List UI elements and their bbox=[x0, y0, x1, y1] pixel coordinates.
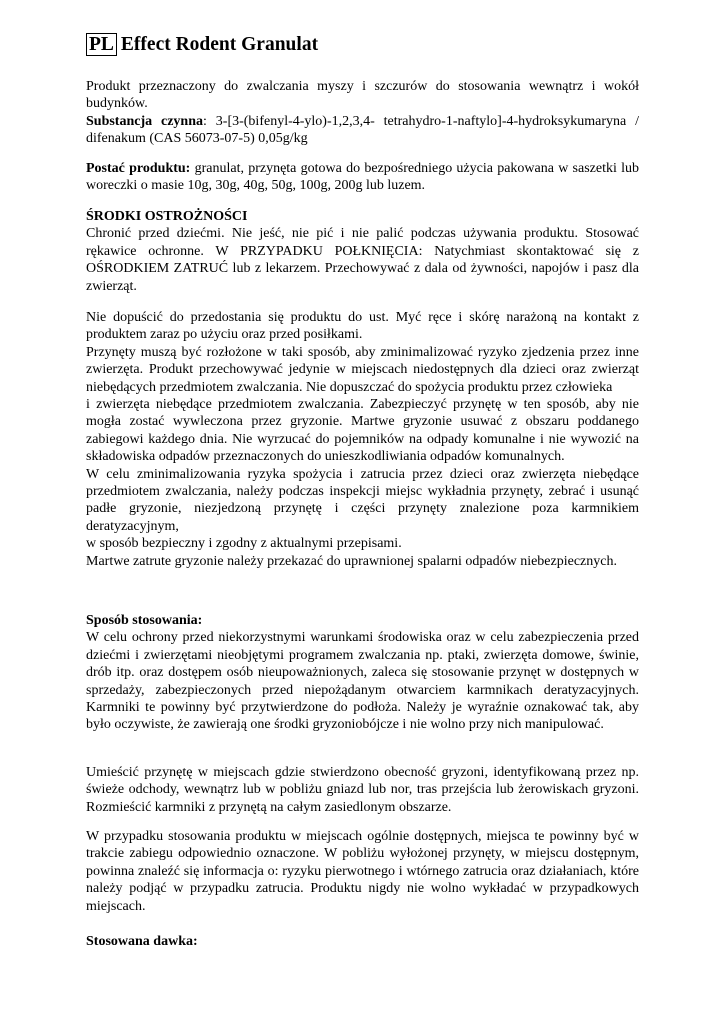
product-title: Effect Rodent Granulat bbox=[120, 34, 319, 55]
usage-paragraph: Umieścić przynętę w miejscach gdzie stwierdzono obecność gryzoni, identyfikowaną przez np. świeże odchody, wewnątrz lub w pobliżu gniazd lub nor, tras przejścia lub żerowiskach gryzoni. Rozmieścić karmniki z przynętą na całym zasiedlonym obszarze. bbox=[86, 765, 639, 815]
page-title bbox=[86, 32, 318, 58]
product-form-text: granulat, przynęta gotowa do bezpośredniego użycia pakowana w saszetki lub woreczki o masie 10g, 30g, 40g, 50g, 100g, 200g lub luzem. bbox=[86, 161, 640, 194]
precautions-heading: ŚRODKI OSTROŻNOŚCI bbox=[86, 209, 248, 224]
usage-heading: Sposób stosowania: bbox=[86, 613, 203, 628]
usage-paragraph: W celu ochrony przed niekorzystnymi warunkami środowiska oraz w celu zabezpieczenia przed dziećmi i zwierzętami nieobjętymi programem zwalczania np. ptaki, zwierzęta domowe, świnie, drób itp. oraz dostępem osób nieupoważnionych, zaleca się stosowanie przynęt w dostępnych w sprzedaży, zabezpieczonych przed niepożądanym otwarciem karmnikach deratyzacyjnych. Karmniki te powinny być przytwierdzone do podłoża. Należy je wyraźnie oznakować tak, aby było oczywiste, że zawierają one środki gryzoniobójcze i nie wolno przy nich manipulować. bbox=[86, 630, 639, 733]
handling-line: W celu zminimalizowania ryzyka spożycia i zatrucia przez dzieci oraz zwierzęta niebędące przedmiotem zwalczania, należy podczas inspekcji miejsc wykładnia przynęty, zebrać i usunąć padłe gryzonie, niezjedzoną przynętę i części przynęty znalezione poza karmnikiem deratyzacyjnym, bbox=[86, 466, 639, 534]
usage-paragraph-placement bbox=[86, 764, 639, 816]
handling-line: w sposób bezpieczny i zgodny z aktualnymi przepisami. bbox=[86, 536, 402, 552]
usage-paragraph-public bbox=[86, 828, 639, 915]
handling-line: Martwe zatrute gryzonie należy przekazać do uprawnionej spalarni odpadów niebezpiecznych. bbox=[86, 553, 617, 569]
precautions-text: Chronić przed dziećmi. Nie jeść, nie pić i nie palić podczas używania produktu. Stosować rękawice ochronne. W PRZYPADKU POŁKNIĘCIA: Natychmiast skontaktować się z OŚRODKIEM ZATRUĆ lub z lekarzem. Przechowywać z dala od żywności, napojów i pasz dla zwierząt. bbox=[86, 226, 639, 294]
active-substance-text: : 3-[3-(bifenyl-4-ylo)-1,2,3,4- tetrahydro-1-naftylo]-4-hydroksykumaryna / difenakum (CAS 56073-07-5) 0,05g/kg bbox=[86, 113, 639, 147]
usage-section bbox=[86, 612, 639, 734]
handling-line: Przynęty muszą być rozłożone w taki sposób, aby zminimalizować ryzyko zjedzenia przez inne zwierzęta. Produkt przechowywać jedynie w miejscach niedostępnych dla dzieci oraz zwierząt niebędących przedmiotem zwalczania. Nie dopuszczać do spożycia produktu przez człowieka bbox=[86, 344, 639, 395]
product-form-label: Postać produktu: bbox=[86, 161, 191, 176]
dose-section bbox=[86, 933, 639, 950]
language-code-box: PL bbox=[86, 33, 117, 56]
product-form-paragraph bbox=[86, 160, 639, 195]
usage-paragraph: W przypadku stosowania produktu w miejscach ogólnie dostępnych, miejsca te powinny być w trakcie zabiegu odpowiednio oznaczone. W pobliżu wyłożonej przynęty, w miejscu dostępnym, powinna znaleźć się informacja o: ryzyku pierwotnego i wtórnego zatrucia oraz działaniach, które należy podjąć w przypadku zatrucia. Produktu nigdy nie wolno wykładać w przypadkowych miejscach. bbox=[86, 829, 639, 914]
handling-line: Nie dopuścić do przedostania się produktu do ust. Myć ręce i skórę narażoną na kontakt z produktem zaraz po użyciu oraz przed posiłkami. bbox=[86, 310, 639, 343]
purpose-text: Produkt przeznaczony do zwalczania myszy i szczurów do stosowania wewnątrz i wokół budynków. bbox=[86, 79, 639, 112]
handling-line: i zwierzęta niebędące przedmiotem zwalczania. Zabezpieczyć przynętę w ten sposób, aby nie mogła zostać wywleczona przez gryzonie. Martwe gryzonie usuwać z obszaru poddanego zabiegowi każdego dnia. Nie wyrzucać do pojemników na odpady komunalne i nie wywozić na składowiska odpadów przeznaczonych do unieszkodliwiania odpadów komunalnych. bbox=[86, 397, 639, 465]
precautions-section bbox=[86, 208, 639, 295]
handling-section bbox=[86, 309, 639, 570]
dose-heading: Stosowana dawka: bbox=[86, 934, 198, 949]
active-substance-label: Substancja czynna bbox=[86, 113, 204, 129]
intro-paragraph bbox=[86, 78, 639, 148]
